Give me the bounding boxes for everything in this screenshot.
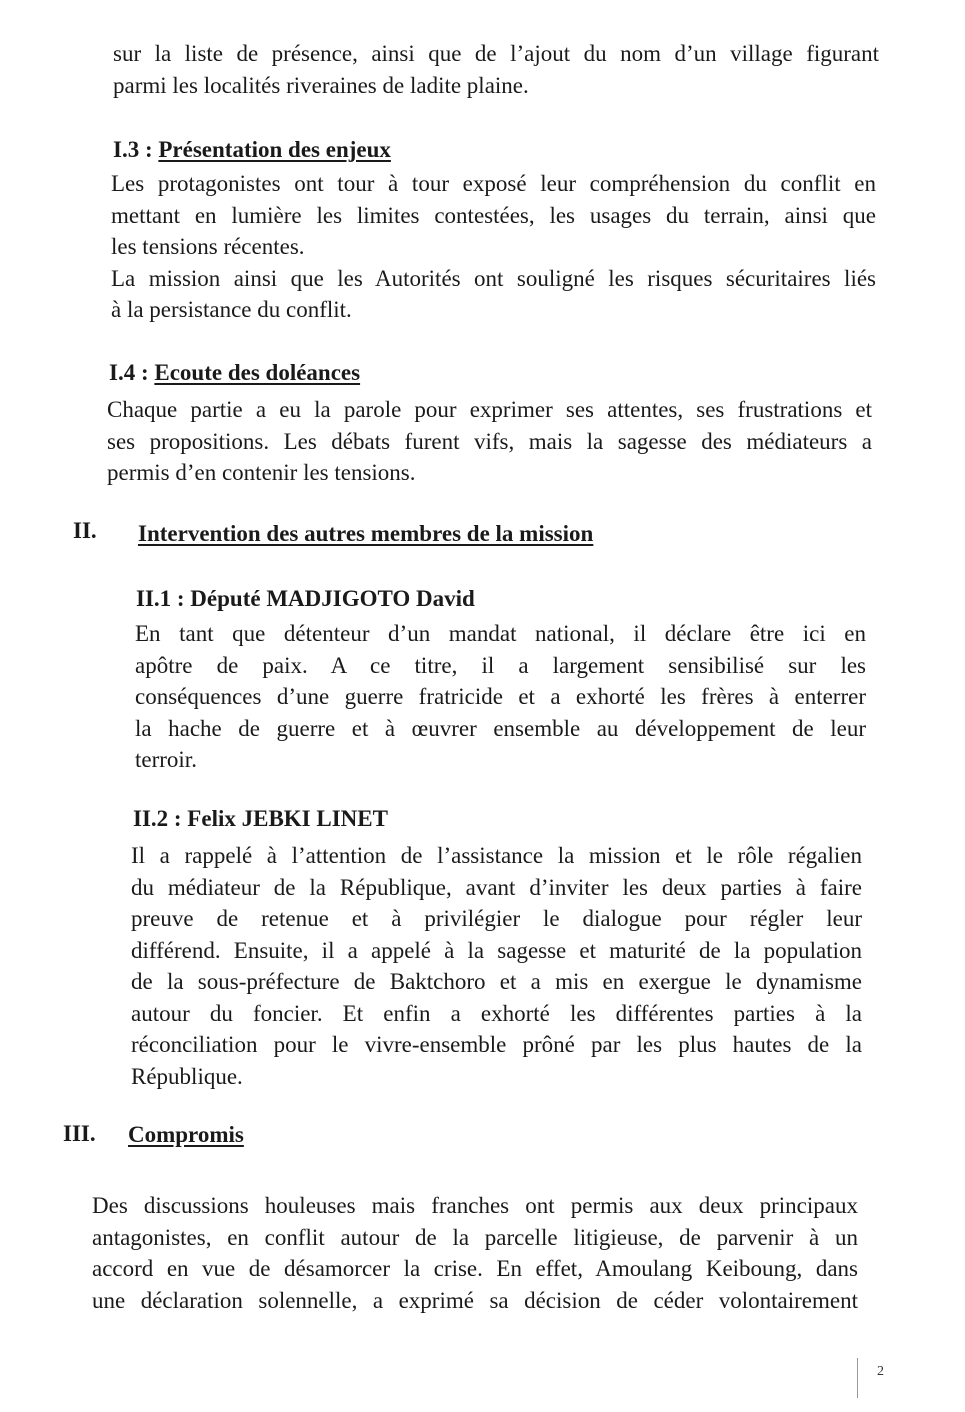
text-line: différend. Ensuite, il a appelé à la sagesse et maturité de la population xyxy=(131,937,862,963)
text-line: sur la liste de présence, ainsi que de l’ajout du nom d’un village figurant xyxy=(113,41,879,66)
intro-paragraph xyxy=(113,38,879,101)
text-line: la hache de guerre et à œuvrer ensemble au développement de leur xyxy=(135,715,866,741)
text-line: une déclaration solennelle, a exprimé sa décision de céder volontairement xyxy=(92,1287,858,1313)
subsection-heading-ii2 xyxy=(133,806,388,832)
text-line: La mission ainsi que les Autorités ont souligné les risques sécuritaires liés xyxy=(111,265,876,291)
text-line: réconciliation pour le vivre-ensemble prôné par les plus hautes de la xyxy=(131,1032,862,1057)
heading-title: Ecoute des doléances xyxy=(154,360,361,385)
text-line: Chaque partie a eu la parole pour exprimer ses attentes, ses frustrations et xyxy=(107,397,872,422)
text-line: du médiateur de la République, avant d’inviter les deux parties à faire xyxy=(131,874,862,900)
section-heading-iii xyxy=(128,1122,244,1148)
paragraph-i4 xyxy=(107,394,872,489)
heading-title: Compromis xyxy=(128,1122,244,1147)
text-line: à la persistance du conflit. xyxy=(111,297,352,322)
text-line: antagonistes, en conflit autour de la parcelle litigieuse, de parvenir à un xyxy=(92,1224,858,1250)
text-line: conséquences d’une guerre fratricide et a exhorté les frères à enterrer xyxy=(135,684,866,709)
text-line: de la sous-préfecture de Baktchoro et a mis en exergue le dynamisme xyxy=(131,969,862,994)
text-line: Il a rappelé à l’attention de l’assistance la mission et le rôle régalien xyxy=(131,843,862,868)
text-line: ses propositions. Les débats furent vifs, mais la sagesse des médiateurs a xyxy=(107,428,872,454)
section-number-iii: III. xyxy=(63,1121,96,1146)
text-line: En tant que détenteur d’un mandat national, il déclare être ici en xyxy=(135,621,866,646)
page-number: 2 xyxy=(877,1364,884,1379)
text-line: accord en vue de désamorcer la crise. En effet, Amoulang Keiboung, dans xyxy=(92,1256,858,1281)
text-line: mettant en lumière les limites contestées, les usages du terrain, ainsi que xyxy=(111,202,876,228)
heading-title: Intervention des autres membres de la mission xyxy=(138,521,594,546)
text-line: parmi les localités riveraines de ladite plaine. xyxy=(113,72,529,98)
heading-title: II.2 : Felix JEBKI LINET xyxy=(133,806,388,831)
section-heading-i3 xyxy=(113,137,391,163)
section-heading-ii xyxy=(138,521,593,547)
page-corner-mark xyxy=(857,1358,858,1398)
paragraph-ii1 xyxy=(135,618,866,776)
paragraph-iii xyxy=(92,1190,858,1316)
text-line: permis d’en contenir les tensions. xyxy=(107,460,416,485)
text-line: République. xyxy=(131,1063,243,1089)
text-line: Des discussions houleuses mais franches ont permis aux deux principaux xyxy=(92,1193,858,1218)
heading-title: II.1 : Député MADJIGOTO David xyxy=(136,586,475,611)
text-line: les tensions récentes. xyxy=(111,234,305,259)
text-line: Les protagonistes ont tour à tour exposé leur compréhension du conflit en xyxy=(111,171,876,196)
text-line: terroir. xyxy=(135,747,197,772)
text-line: apôtre de paix. A ce titre, il a largement sensibilisé sur les xyxy=(135,652,866,678)
paragraph-ii2 xyxy=(131,840,862,1092)
text-line: preuve de retenue et à privilégier le dialogue pour régler leur xyxy=(131,906,862,931)
text-line: autour du foncier. Et enfin a exhorté les différentes parties à la xyxy=(131,1000,862,1026)
subsection-heading-ii1 xyxy=(136,586,475,612)
section-number-ii: II. xyxy=(73,518,97,543)
paragraph-i3 xyxy=(111,168,876,326)
section-heading-i4 xyxy=(109,360,360,386)
heading-title: Présentation des enjeux xyxy=(158,137,391,162)
heading-prefix: I.3 : xyxy=(113,137,159,162)
heading-prefix: I.4 : xyxy=(109,360,155,385)
